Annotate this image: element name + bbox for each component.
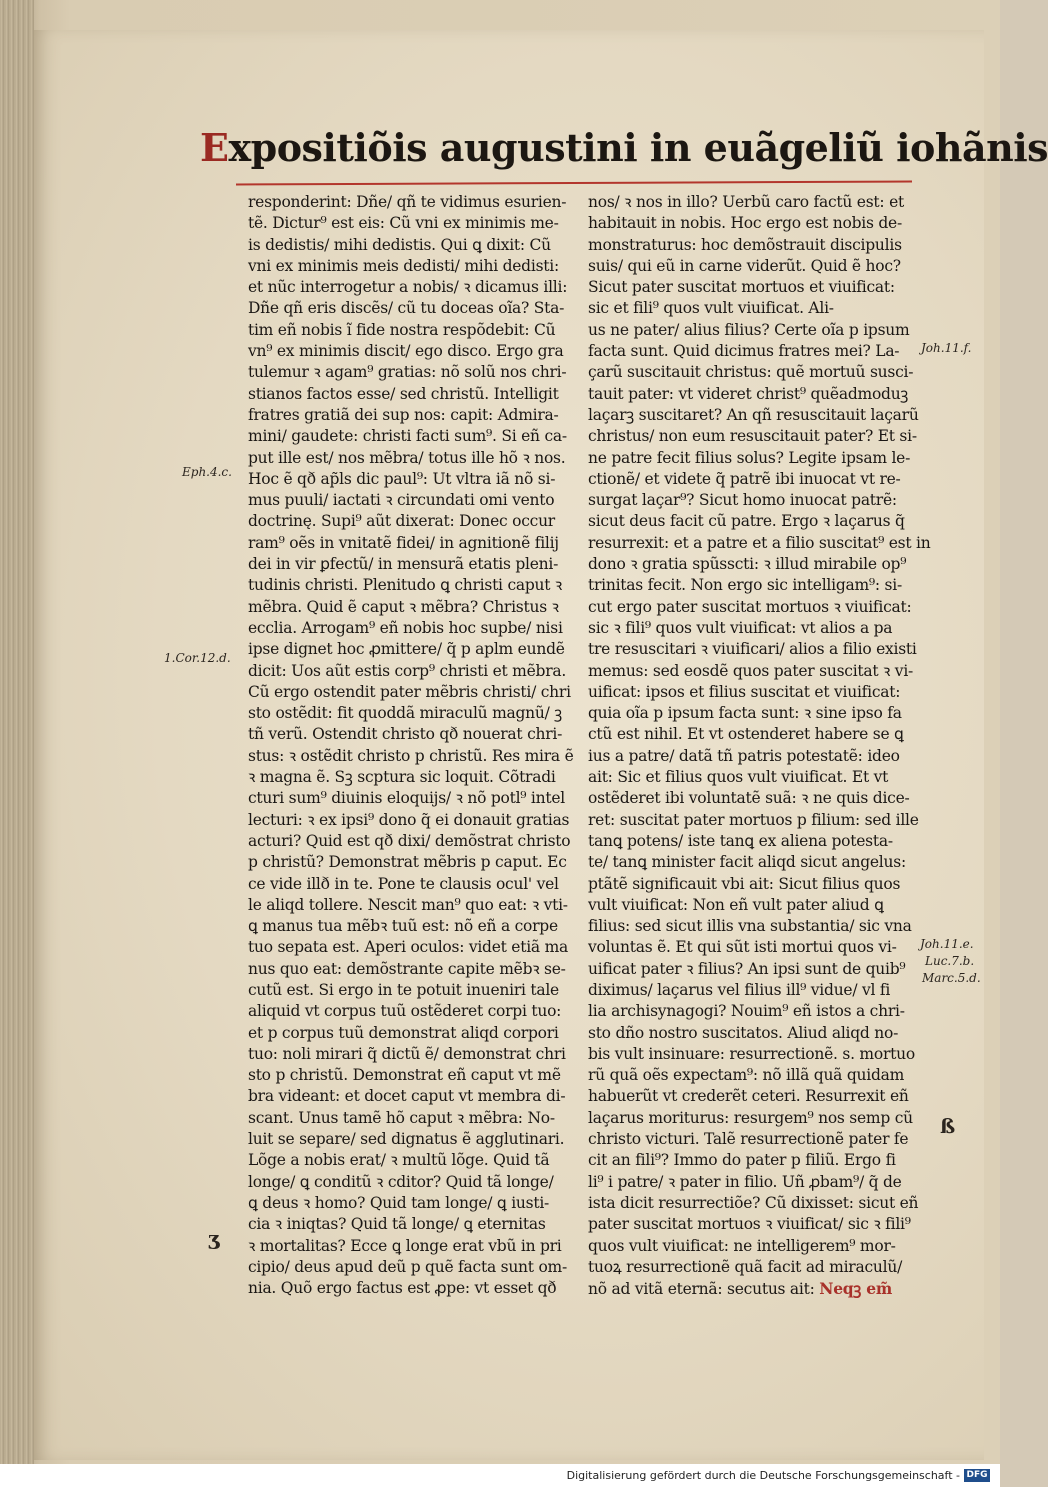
text-line: [248, 554, 574, 575]
text-line-content: responderint: Dñe/ qñ te vidimus esurien-: [248, 193, 567, 211]
text-line-content: ipse dignet hoc ꝓmittere/ q̃ p aplm eundẽ: [248, 640, 565, 659]
margin-note-eph: Eph.4.c.: [182, 465, 232, 479]
text-line: [588, 320, 914, 341]
text-line: [248, 916, 574, 937]
text-line-content: filius: sed sicut illis vna substantia/ sic vna: [588, 917, 912, 936]
text-line-content: lecturi: ꝛ ex ipsi⁹ dono q̃ ei donauit gratias: [248, 810, 570, 829]
text-line: [588, 639, 917, 660]
text-line-content: ne patre fecit filius solus? Legite ipsam le-: [588, 448, 911, 467]
text-line: [248, 767, 574, 788]
text-line: [588, 1023, 914, 1044]
text-line-content: ctionẽ/ et videte q̃ patrẽ ibi inuocat vt re-: [588, 469, 901, 488]
text-line: [588, 1150, 914, 1171]
text-line: [248, 511, 574, 532]
text-line-content: et nũc interrogetur a nobis/ ꝛ dicamus illi:: [248, 278, 568, 297]
book-gutter: [0, 0, 34, 1464]
text-line: [248, 1214, 574, 1235]
text-line-content: ptãtẽ significauit vbi ait: Sicut filius quos: [588, 874, 901, 893]
text-line-content: dono ꝛ gratia spũsscti: ꝛ illud mirabile op⁹: [588, 555, 907, 574]
text-line: [248, 980, 574, 1001]
text-line-content: stus: ꝛ ostẽdit christo p christũ. Res mira ẽ: [248, 746, 574, 765]
text-line: [248, 661, 574, 682]
text-line-content: tudinis christi. Plenitudo ꝗ christi caput ꝛ: [248, 576, 563, 595]
text-line-content: surgat laçar⁹? Sicut homo inuocat patrẽ:: [588, 491, 897, 510]
text-line: [248, 895, 574, 916]
text-line: [248, 703, 574, 724]
text-line-content: nõ ad vitã eternã: secutus ait:: [588, 1280, 815, 1299]
text-line-content: uificat: ipsos et filius suscitat et viuificat:: [588, 682, 901, 701]
text-line: [248, 320, 574, 341]
text-line-content: vni ex minimis meis dedisti/ mihi dedisti:: [248, 256, 559, 275]
text-line: [248, 256, 574, 277]
text-line: [588, 469, 914, 490]
text-line-content: us ne pater/ alius filius? Certe oĩa p ipsum: [588, 320, 910, 339]
text-line: [248, 1065, 574, 1086]
text-line-content: pater suscitat mortuos ꝛ viuificat/ sic ꝛ fili⁹: [588, 1215, 911, 1234]
text-line: [248, 1001, 574, 1022]
text-line-content: tuo sepata est. Aperi oculos: videt etiã ma: [248, 938, 569, 957]
text-line-content: ait: Sic et filius quos vult viuificat. Et vt: [588, 768, 889, 787]
text-line-content: ꝗ manus tua mẽbꝛ tuũ est: nõ eñ a corpe: [248, 917, 558, 936]
text-line: [588, 874, 914, 895]
text-line-content: ret: suscitat pater mortuos p filium: sed ille: [588, 810, 919, 829]
margin-note-luc: Luc.7.b.: [925, 954, 975, 968]
text-line-content: mẽbra. Quid ẽ caput ꝛ mẽbra? Christus ꝛ: [248, 597, 559, 616]
text-line: [248, 1086, 574, 1107]
text-line-content: dei in vir ꝑfectũ/ in mensurã etatis pleni-: [248, 555, 559, 574]
text-line-content: habuerũt vt crederẽt ceteri. Resurrexit eñ: [588, 1087, 909, 1106]
signature-mark-left: ʒ: [208, 1226, 220, 1250]
footer-bar: [0, 1464, 1000, 1487]
text-line-content: çarũ suscitauit christus: quẽ mortuũ susci-: [588, 363, 914, 382]
text-line: [248, 810, 574, 831]
text-line: [248, 1236, 574, 1257]
text-line-content: Hoc ẽ qð ap̃ls dic paul⁹: Ut vltra iã nõ si-: [248, 469, 556, 488]
text-line-content: scant. Unus tamẽ hõ caput ꝛ mẽbra: No-: [248, 1108, 555, 1127]
text-line-content: doctrinę. Supi⁹ aũt dixerat: Donec occur: [248, 512, 555, 531]
text-line-content: diximus/ laçarus vel filius ill⁹ vidue/ vl fi: [588, 980, 891, 999]
text-line-content: tanꝗ potens/ iste tanꝗ ex aliena potesta-: [588, 831, 893, 850]
right-text-column: [588, 192, 931, 1300]
text-line: [248, 1023, 574, 1044]
text-line-content: ostẽderet ibi voluntatẽ suã: ꝛ ne quis dice-: [588, 789, 910, 808]
text-line-content: ꝛ magna ẽ. Sꝫ scptura sic loquit. Cõtradi: [248, 768, 556, 787]
text-line-content: et p corpus tuũ demonstrat aliqd corpori: [248, 1023, 559, 1042]
text-line: [588, 810, 919, 831]
text-line: [588, 1001, 914, 1022]
text-line: [588, 724, 914, 745]
text-line-content: longe/ ꝗ conditũ ꝛ cditor? Quid tã longe/: [248, 1172, 554, 1191]
text-line: [588, 384, 914, 405]
text-line: [248, 1257, 574, 1278]
text-line-content: resurrexit: et a patre et a filio suscitat⁹ est in: [588, 533, 931, 552]
text-line-content: cia ꝛ iniqtas? Quid tã longe/ ꝗ eternitas: [248, 1215, 546, 1234]
text-line: [248, 448, 574, 469]
text-line-content: uificat pater ꝛ filius? An ipsi sunt de quib⁹: [588, 959, 906, 978]
text-line: [588, 746, 914, 767]
text-line-content: ius a patre/ datã tñ patris potestatẽ: ideo: [588, 746, 900, 765]
footer-credit: Digitalisierung gefördert durch die Deutsche Forschungsgemeinschaft -: [566, 1469, 960, 1482]
text-line-content: cit an fili⁹? Immo do pater p filiũ. Ergo fi: [588, 1151, 896, 1170]
text-line-content: vult viuificat: Non eñ vult pater aliud ꝗ: [588, 895, 884, 914]
text-line-content: cutũ est. Si ergo in te potuit inueniri tale: [248, 980, 559, 999]
text-line-content: ecclia. Arrogam⁹ eñ nobis hoc supbe/ nisi: [248, 618, 563, 637]
text-line: [588, 575, 914, 596]
text-line: [588, 405, 919, 426]
text-line-content: laçarus moriturus: resurgem⁹ nos semp cũ: [588, 1108, 913, 1127]
text-line-content: trinitas fecit. Non ergo sic intelligam⁹: si-: [588, 576, 902, 595]
text-line-content: dicit: Uos aũt estis corp⁹ christi et mẽbra.: [248, 661, 567, 680]
text-line-content: ꝗ deus ꝛ homo? Quid tam longe/ ꝗ iusti-: [248, 1193, 550, 1212]
text-line: [588, 511, 914, 532]
text-line: [588, 1236, 914, 1257]
text-line-content: put ille est/ nos mẽbra/ totus ille hõ ꝛ nos.: [248, 448, 566, 467]
text-line-content: p christũ? Demonstrat mẽbris p caput. Ec: [248, 853, 567, 872]
text-line: [588, 235, 914, 256]
text-line-content: tñ verũ. Ostendit christo qð nouerat chri-: [248, 725, 563, 744]
text-line: [248, 1108, 574, 1129]
text-line-content: Lõge a nobis erat/ ꝛ multũ lõge. Quid tã: [248, 1151, 550, 1170]
text-line-content: facta sunt. Quid dicimus fratres mei? La-: [588, 342, 900, 361]
margin-note-joh-1: Joh.11.f.: [921, 341, 972, 355]
text-line-content: fratres gratiã dei sup nos: capit: Admira-: [248, 405, 559, 424]
text-line: [248, 575, 574, 596]
text-line: [248, 788, 574, 809]
text-line-content: tuo: noli mirari q̃ dictũ ẽ/ demonstrat chri: [248, 1044, 566, 1063]
text-line-content: cturi sum⁹ diuinis eloquijs/ ꝛ nõ potl⁹ intel: [248, 789, 565, 808]
text-line-content: tauit pater: vt videret christ⁹ quẽadmoduꝫ: [588, 384, 909, 403]
text-line-content: cut ergo pater suscitat mortuos ꝛ viuificat:: [588, 597, 912, 616]
text-line: [248, 384, 574, 405]
margin-note-marc: Marc.5.d.: [922, 971, 981, 985]
text-line: [248, 426, 574, 447]
text-line-content: laçarꝫ suscitaret? An qñ resuscitauit laçarũ: [588, 405, 919, 424]
dfg-logo: DFG: [964, 1469, 990, 1482]
text-line: [248, 1129, 574, 1150]
text-line: [248, 831, 574, 852]
text-line: [248, 298, 574, 319]
text-line-content: acturi? Quid est qð dixi/ demõstrat christo: [248, 831, 571, 850]
text-line: [588, 1193, 919, 1214]
text-line-content: nos/ ꝛ nos in illo? Uerbũ caro factũ est: et: [588, 193, 904, 211]
text-line-content: sto p christũ. Demonstrat eñ caput vt mẽ: [248, 1066, 561, 1085]
text-line: [248, 277, 574, 298]
margin-note-cor: 1.Cor.12.d.: [164, 651, 231, 665]
text-line: [588, 533, 931, 554]
text-line: [588, 767, 914, 788]
text-line: [248, 490, 574, 511]
text-line-content: ce vide illð in te. Pone te clausis ocul' vel: [248, 874, 559, 893]
text-line-content: suis/ qui eũ in carne viderũt. Quid ẽ hoc?: [588, 256, 901, 275]
text-line: [588, 1044, 914, 1065]
text-line-content: voluntas ẽ. Et qui sũt isti mortui quos vi-: [588, 938, 897, 957]
text-line: [588, 213, 914, 234]
text-line: [248, 852, 574, 873]
left-text-column: [248, 192, 574, 1299]
text-line: [248, 682, 574, 703]
text-line: [248, 362, 574, 383]
text-line: [248, 235, 574, 256]
text-line-content: Cũ ergo ostendit pater mẽbris christi/ chri: [248, 682, 571, 701]
text-line: [588, 682, 914, 703]
text-line: [248, 597, 574, 618]
signature-mark-right: ß: [940, 1114, 956, 1138]
text-line: [588, 448, 914, 469]
text-line: [588, 256, 914, 277]
text-line: [248, 469, 574, 490]
text-line: [588, 916, 914, 937]
text-line: [588, 1257, 914, 1278]
text-line-content: le aliqd tollere. Nescit man⁹ quo eat: ꝛ vti-: [248, 895, 568, 914]
text-line-content: memus: sed eosdẽ quos pater suscitat ꝛ vi-: [588, 661, 914, 680]
text-line-content: tre resuscitari ꝛ viuificari/ alios a filio existi: [588, 640, 917, 659]
text-line-content: monstraturus: hoc demõstrauit discipulis: [588, 235, 902, 254]
text-line: [248, 639, 574, 660]
text-line-content: nia. Quõ ergo factus est ꝓpe: vt esset qð: [248, 1279, 557, 1298]
text-line-content: cipio/ deus apud deũ p quẽ facta sunt om-: [248, 1257, 567, 1276]
text-line-content: ctũ est nihil. Et vt ostenderet habere se ꝗ: [588, 725, 904, 744]
text-line: [588, 1108, 914, 1129]
text-line-content: quos vult viuificat: ne intelligerem⁹ mor-: [588, 1236, 896, 1255]
text-line: [588, 426, 917, 447]
text-line-content: ram⁹ oẽs in vnitatẽ fidei/ in agnitionẽ filij: [248, 533, 559, 552]
text-line: [248, 874, 574, 895]
text-line: [248, 937, 574, 958]
text-line: [248, 213, 574, 234]
text-line: [588, 490, 914, 511]
text-line: [588, 1278, 914, 1300]
text-line-content: rũ quã oẽs expectam⁹: nõ illã quã quidam: [588, 1066, 905, 1085]
text-line-content: christo victuri. Talẽ resurrectionẽ pater fe: [588, 1130, 909, 1149]
text-line: [588, 618, 914, 639]
text-line-content: sto ostẽdit: fit quoddã miraculũ magnũ/ ꝫ: [248, 704, 562, 723]
text-line: [588, 1086, 914, 1107]
text-line: [248, 533, 574, 554]
text-line: [248, 1150, 574, 1171]
text-line: [248, 618, 574, 639]
text-line: [248, 746, 574, 767]
header-initial: E: [200, 125, 229, 170]
text-line-content: quia oĩa p ipsum facta sunt: ꝛ sine ipso fa: [588, 704, 902, 723]
text-line-content: tuoꝝ resurrectionẽ quã facit ad miraculũ/: [588, 1257, 903, 1276]
text-line-content: mini/ gaudete: christi facti sum⁹. Si eñ ca-: [248, 427, 567, 446]
text-line: [248, 1172, 574, 1193]
text-line-content: stianos factos esse/ sed christũ. Intelligit: [248, 384, 559, 403]
text-line-content: lia archisynagogi? Nouim⁹ eñ istos a chri-: [588, 1002, 905, 1021]
text-line-content: Dñe qñ eris discẽs/ cũ tu doceas oĩa? Sta-: [248, 299, 565, 318]
text-line: [588, 895, 914, 916]
running-header: [200, 108, 1048, 188]
text-line-content: aliquid vt corpus tuũ ostẽderet corpi tuo:: [248, 1002, 562, 1021]
text-line-content: li⁹ i patre/ ꝛ pater in filio. Uñ ꝓbam⁹/ q̃ de: [588, 1172, 902, 1191]
text-line: [588, 362, 914, 383]
text-line: [588, 1214, 914, 1235]
rubric-catchword: Neqꝫ em̃: [819, 1279, 892, 1299]
text-line: [588, 1129, 914, 1150]
text-line: [588, 852, 914, 873]
text-line-content: sto dño nostro suscitatos. Aliud aliqd no-: [588, 1023, 899, 1042]
text-line: [588, 341, 914, 362]
text-line: [248, 1278, 574, 1299]
text-line-content: tulemur ꝛ agam⁹ gratias: nõ solũ nos chri-: [248, 363, 567, 382]
text-line-content: bra videant: et docet caput vt membra di-: [248, 1087, 566, 1106]
margin-note-joh-2: Joh.11.e.: [920, 937, 974, 951]
text-line-content: bis vult insinuare: resurrectionẽ. s. mortuo: [588, 1044, 915, 1063]
text-line: [588, 554, 914, 575]
text-line: [588, 1065, 914, 1086]
text-line: [588, 703, 914, 724]
header-title: xpositiõis augustini in euãgeliũ iohãnis: [228, 125, 1048, 170]
text-line: [248, 1044, 574, 1065]
text-line: [248, 341, 574, 362]
text-line-content: te/ tanꝗ minister facit aliqd sicut angelus:: [588, 853, 906, 872]
text-line: [248, 192, 574, 213]
text-line-content: christus/ non eum resuscitauit pater? Et si-: [588, 427, 917, 446]
text-line-content: ꝛ mortalitas? Ecce ꝗ longe erat vbũ in pri: [248, 1236, 562, 1255]
text-line-content: sic ꝛ fili⁹ quos vult viuificat: vt alios a pa: [588, 618, 893, 637]
text-line: [248, 959, 574, 980]
text-line-content: tẽ. Dictur⁹ est eis: Cũ vni ex minimis me-: [248, 214, 559, 233]
text-line: [588, 831, 914, 852]
text-line-content: habitauit in nobis. Hoc ergo est nobis de-: [588, 214, 902, 233]
text-line: [588, 1172, 914, 1193]
text-line-content: mus puuli/ iactati ꝛ circundati omi vento: [248, 491, 555, 510]
text-line-content: vn⁹ ex minimis discit/ ego disco. Ergo gra: [248, 342, 564, 361]
text-line-content: Sicut pater suscitat mortuos et viuificat:: [588, 278, 895, 297]
text-line: [588, 298, 914, 319]
text-line-content: ista dicit resurrectiõe? Cũ dixisset: sicut eñ: [588, 1193, 919, 1212]
text-line: [248, 1193, 574, 1214]
text-line: [588, 661, 914, 682]
text-line-content: is dedistis/ mihi dedistis. Qui ꝗ dixit: Cũ: [248, 235, 551, 254]
text-line: [588, 277, 914, 298]
text-line-content: luit se separe/ sed dignatus ẽ agglutinari.: [248, 1130, 565, 1149]
text-line-content: sic et fili⁹ quos vult viuificat. Ali-: [588, 299, 834, 318]
text-line: [588, 597, 914, 618]
text-line: [588, 980, 914, 1001]
text-line-content: nus quo eat: demõstrante capite mẽbꝛ se-: [248, 959, 566, 978]
text-line: [588, 788, 914, 809]
text-line: [588, 192, 914, 213]
text-line-content: sicut deus facit cũ patre. Ergo ꝛ laçarus q̃: [588, 512, 905, 531]
text-line: [588, 937, 914, 958]
text-line: [248, 724, 574, 745]
text-line: [248, 405, 574, 426]
text-line: [588, 959, 914, 980]
text-line-content: tim eñ nobis ĩ fide nostra respõdebit: Cũ: [248, 320, 556, 339]
